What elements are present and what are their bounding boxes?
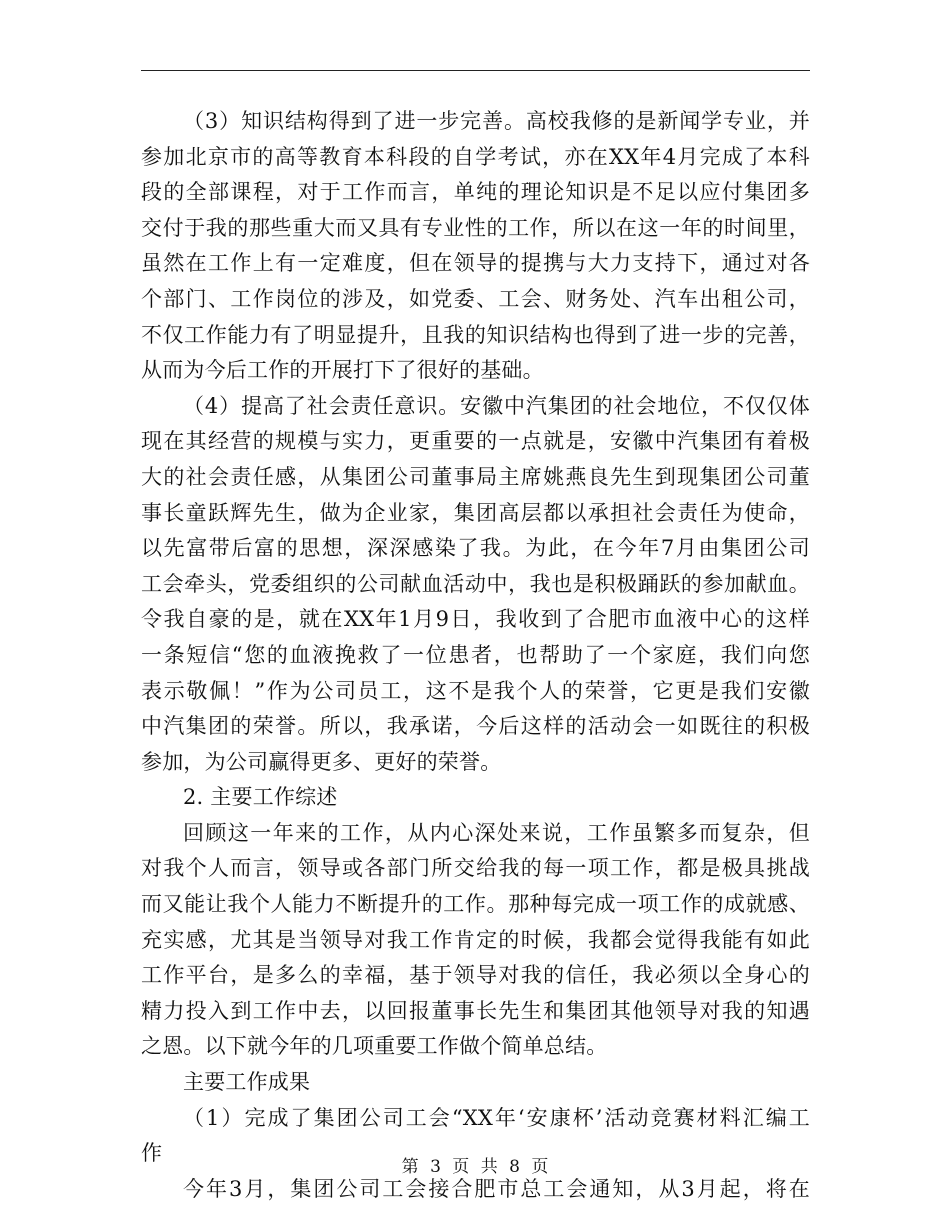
text-line: （1）完成了集团公司工会“XX年‘安康杯’活动竞赛材料汇编工: [183, 1105, 810, 1130]
text-line: 2. 主要工作综述: [183, 785, 338, 810]
text-line: 今年3月，集团公司工会接合肥市总工会通知，从3月起，将在: [183, 1176, 810, 1201]
text-line: 中汽集团的荣誉。所以，我承诺，今后这样的活动会一如既往的积极: [141, 714, 810, 739]
text-line: 而又能让我个人能力不断提升的工作。那种每完成一项工作的成就感、: [141, 892, 810, 917]
text-line: 事长童跃辉先生，做为企业家，集团高层都以承担社会责任为使命，: [141, 500, 810, 525]
text-line: 回顾这一年来的工作，从内心深处来说，工作虽繁多而复杂，但: [183, 820, 810, 845]
text-line: 交付于我的那些重大而又具有专业性的工作，所以在这一年的时间里，: [141, 215, 810, 240]
text-line: 令我自豪的是，就在XX年1月9日，我收到了合肥市血液中心的这样: [141, 607, 810, 632]
text-line: （3）知识结构得到了进一步完善。高校我修的是新闻学专业，并: [183, 109, 810, 133]
text-line: 一条短信“您的血液挽救了一位患者，也帮助了一个家庭，我们向您: [141, 642, 810, 667]
text-line: 工会牵头，党委组织的公司献血活动中，我也是积极踊跃的参加献血。: [141, 571, 810, 596]
text-line: 段的全部课程，对于工作而言，单纯的理论知识是不足以应付集团多: [141, 180, 810, 205]
text-line: 不仅工作能力有了明显提升，且我的知识结构也得到了进一步的完善，: [141, 322, 810, 347]
text-line: 参加，为公司赢得更多、更好的荣誉。: [141, 749, 502, 774]
body-text: [141, 104, 810, 1207]
text-line: 主要工作成果: [183, 1070, 311, 1095]
text-line: 现在其经营的规模与实力，更重要的一点就是，安徽中汽集团有着极: [141, 429, 810, 454]
text-line: 以先富带后富的思想，深深感染了我。为此，在今年7月由集团公司: [141, 536, 810, 561]
text-line: 参加北京市的高等教育本科段的自学考试，亦在XX年4月完成了本科: [141, 144, 810, 169]
text-line: 虽然在工作上有一定难度，但在领导的提携与大力支持下，通过对各: [141, 251, 810, 276]
text-line: 作: [141, 1141, 163, 1166]
text-line: 对我个人而言，领导或各部门所交给我的每一项工作，都是极具挑战: [141, 856, 810, 881]
text-line: 工作平台，是多么的幸福，基于领导对我的信任，我必须以全身心的: [141, 963, 810, 988]
header-rule: [141, 70, 810, 71]
text-line: 表示敬佩！”作为公司员工，这不是我个人的荣誉，它更是我们安徽: [141, 678, 810, 703]
text-line: 从而为今后工作的开展打下了很好的基础。: [141, 358, 544, 383]
text-line: 之恩。以下就今年的几项重要工作做个简单总结。: [141, 1034, 608, 1059]
text-line: 大的社会责任感，从集团公司董事局主席姚燕良先生到现集团公司董: [141, 464, 810, 489]
page-footer: 第 3 页 共 8 页: [401, 1157, 549, 1177]
text-line: 充实感，尤其是当领导对我工作肯定的时候，我都会觉得我能有如此: [141, 927, 810, 952]
text-line: 个部门、工作岗位的涉及，如党委、工会、财务处、汽车出租公司，: [141, 286, 810, 311]
text-line: 精力投入到工作中去，以回报董事长先生和集团其他领导对我的知遇: [141, 998, 810, 1023]
text-line: （4）提高了社会责任意识。安徽中汽集团的社会地位，不仅仅体: [183, 393, 810, 418]
